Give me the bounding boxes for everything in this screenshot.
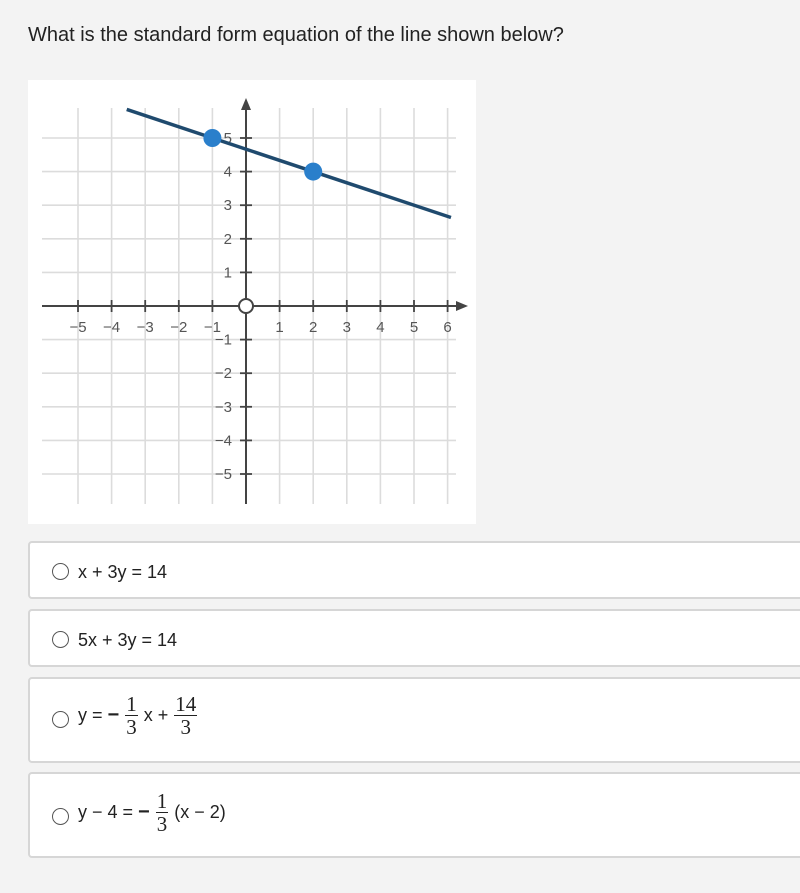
- y-tick-label: −5: [214, 466, 232, 483]
- radio-button-icon[interactable]: [52, 563, 69, 580]
- x-tick-label: 1: [275, 319, 284, 336]
- x-tick-label: −3: [136, 319, 154, 336]
- y-tick-label: −2: [214, 365, 232, 383]
- fraction-denominator: 3: [126, 715, 137, 740]
- choice-c-minus: −: [107, 704, 120, 727]
- x-tick-label: −2: [170, 319, 188, 336]
- fraction-numerator: 14: [175, 692, 197, 716]
- y-tick-label: −1: [214, 331, 232, 349]
- y-tick-label: 4: [223, 163, 232, 181]
- x-axis-arrow-icon: [456, 301, 468, 311]
- radio-button-icon[interactable]: [52, 631, 69, 648]
- y-tick-label: 5: [223, 130, 232, 147]
- choice-d-minus: −: [138, 801, 150, 824]
- choice-a-label: x + 3y = 14: [78, 562, 168, 582]
- choice-c-lhs: y =: [78, 705, 108, 726]
- choice-a[interactable]: [28, 541, 800, 599]
- x-tick-label: 6: [443, 319, 452, 336]
- fraction: [125, 693, 138, 738]
- y-tick-label: 3: [223, 197, 232, 215]
- y-tick-label: −3: [214, 398, 232, 416]
- radio-button-icon[interactable]: [52, 711, 69, 728]
- y-tick-label: 1: [223, 264, 232, 282]
- x-tick-label: 5: [409, 319, 419, 336]
- x-tick-label: 2: [309, 319, 318, 336]
- choice-b-label: 5x + 3y = 14: [78, 630, 178, 650]
- x-tick-label: −5: [69, 319, 87, 336]
- radio-button-icon[interactable]: [52, 808, 69, 825]
- y-tick-label: 2: [223, 230, 232, 248]
- fraction-denominator: 3: [180, 715, 191, 740]
- x-tick-label: −4: [103, 319, 121, 336]
- fraction: [156, 790, 169, 835]
- data-point: [203, 129, 221, 147]
- coordinate-graph: [28, 80, 476, 524]
- plotted-line: [127, 109, 451, 217]
- y-tick-label: −4: [214, 432, 232, 450]
- choice-d-tail: (x − 2): [174, 802, 226, 823]
- fraction: [174, 693, 197, 738]
- x-tick-label: 4: [376, 319, 385, 336]
- graph-panel: [28, 80, 476, 524]
- choice-d-lhs: y − 4 =: [78, 802, 139, 823]
- choice-d-label: [78, 790, 226, 835]
- y-axis-arrow-icon: [241, 98, 251, 110]
- fraction-denominator: 3: [156, 812, 168, 837]
- choice-c[interactable]: [28, 677, 800, 763]
- choice-c-mid: x +: [143, 705, 174, 726]
- x-tick-label: −1: [203, 319, 221, 336]
- choice-c-label: [78, 693, 198, 738]
- choice-b[interactable]: [28, 609, 800, 667]
- data-point: [304, 163, 322, 181]
- fraction-numerator: 1: [126, 692, 137, 716]
- x-tick-label: 3: [342, 319, 351, 336]
- question-text: What is the standard form equation of the line shown below?: [28, 24, 564, 46]
- fraction-numerator: 1: [156, 789, 168, 813]
- origin-marker: [239, 299, 253, 313]
- choice-d[interactable]: [28, 772, 800, 858]
